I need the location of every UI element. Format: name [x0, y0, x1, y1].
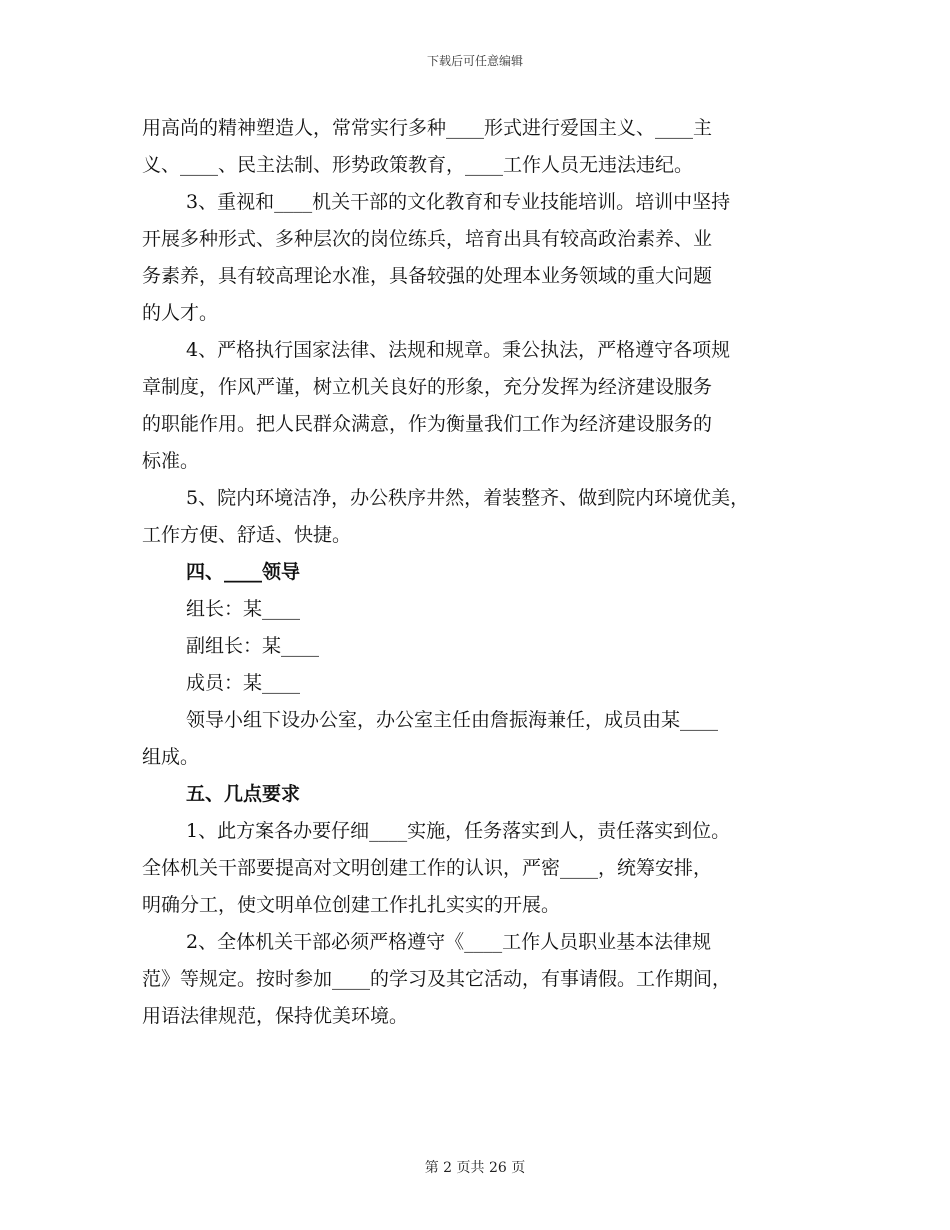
text-line: 用语法律规范，保持优美环境。 — [142, 1005, 409, 1027]
section-5-heading: 五、几点要求 — [186, 783, 301, 805]
text-line: 明确分工，使文明单位创建工作扎扎实实的开展。 — [142, 894, 561, 916]
group-leader-line: 组长：某____ — [186, 598, 301, 620]
document-body — [142, 110, 822, 1035]
text-line: 全体机关干部要提高对文明创建工作的认识，严密____，统筹安排， — [142, 857, 713, 879]
text-line: 义、____、民主法制、形势政策教育，____工作人员无违法违纪。 — [142, 154, 694, 176]
members-line: 成员：某____ — [186, 672, 301, 694]
text-line: 开展多种形式、多种层次的岗位练兵，培育出具有较高政治素养、业 — [142, 228, 713, 250]
item-3-line: 3、重视和____机关干部的文化教育和专业技能培训。培训中坚持 — [186, 191, 731, 213]
deputy-leader-line: 副组长：某____ — [186, 635, 320, 657]
page-footer: 第 2 页共 26 页 — [424, 1160, 526, 1176]
item-4-line: 4、严格执行国家法律、法规和规章。秉公执法，严格遵守各项规 — [186, 339, 731, 361]
text-line: 组成。 — [142, 746, 200, 768]
office-line: 领导小组下设办公室，办公室主任由詹振海兼任，成员由某____ — [186, 709, 719, 731]
text-line: 工作方便、舒适、快捷。 — [142, 524, 352, 546]
requirement-1-line: 1、此方案各办要仔细____实施，任务落实到人，责任落实到位。 — [186, 820, 731, 842]
text-line: 的职能作用。把人民群众满意，作为衡量我们工作为经济建设服务的 — [142, 413, 713, 435]
section-4-heading: 四、____领导 — [186, 561, 301, 583]
requirement-2-line: 2、全体机关干部必须严格遵守《____工作人员职业基本法律规 — [186, 931, 712, 953]
text-line: 务素养，具有较高理论水准，具备较强的处理本业务领域的重大问题 — [142, 265, 713, 287]
text-line: 章制度，作风严谨，树立机关良好的形象，充分发挥为经济建设服务 — [142, 376, 713, 398]
page-header: 下载后可任意编辑 — [426, 54, 523, 68]
text-line: 用高尚的精神塑造人，常常实行多种____形式进行爱国主义、____主 — [142, 117, 713, 139]
text-line: 范》等规定。按时参加____的学习及其它活动，有事请假。工作期间， — [142, 968, 732, 990]
text-line: 的人才。 — [142, 302, 219, 324]
item-5-line: 5、院内环境洁净，办公秩序井然，着装整齐、做到院内环境优美， — [186, 487, 750, 509]
text-line: 标准。 — [142, 450, 200, 472]
